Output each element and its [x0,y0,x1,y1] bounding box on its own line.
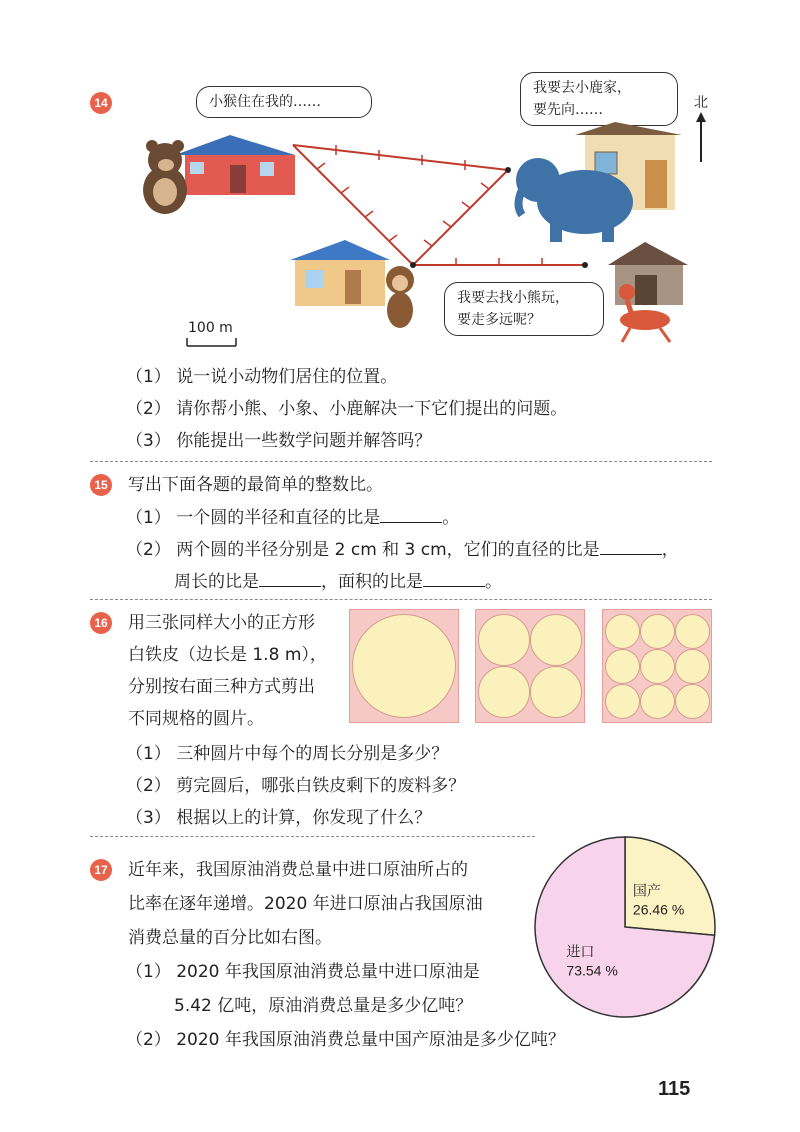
scale-bar-line [186,336,242,350]
question-number-15: 15 [90,474,112,496]
page-number: 115 [658,1078,691,1100]
answer-blank[interactable] [380,506,442,523]
divider [90,599,712,600]
bubble-line-1: 我要去找小熊玩， [457,290,569,306]
q16-item-2: （2） 剪完圆后，哪张白铁皮剩下的废料多？ [126,776,466,796]
scale-label: 100 m [188,320,233,336]
answer-blank[interactable] [423,570,485,587]
q15-item-2-end: ， [661,540,679,560]
q14-item-2: （2） 请你帮小熊、小象、小鹿解决一下它们提出的问题。 [126,399,568,419]
bubble-line-2: 要走多远呢？ [457,312,541,328]
question-number-14: 14 [90,92,112,114]
q15-item-2b-text: 周长的比是 [174,572,259,592]
q15-item-2 [126,538,679,561]
q15-item-1-end: 。 [442,508,460,528]
bubble-line-1: 我要去小鹿家， [533,80,631,96]
slice-label-import: 进口 [566,944,595,961]
q16-item-3: （3） 根据以上的计算，你发现了什么？ [126,808,432,828]
north-label: 北 [694,95,708,111]
q17-line-1: 近年来，我国原油消费总量中进口原油所占的 [128,860,468,880]
bubble-line-2: 要先向…… [533,102,603,118]
map-illustration [130,120,700,350]
q15-item-2b-mid: ，面积的比是 [321,572,423,592]
q16-line-3: 分别按右面三种方式剪出 [128,677,315,697]
circle-medium [530,614,582,666]
sheet-nine-circles [602,609,712,723]
circle-small [605,649,640,684]
monkey-illustration [386,266,414,328]
monkey-house [290,240,390,306]
question-number-16: 16 [90,612,112,634]
q14-item-1: （1） 说一说小动物们居住的位置。 [126,367,398,387]
q17-item-1a: （1） 2020 年我国原油消费总量中进口原油是 [126,962,480,982]
q15-item-2b-end: 。 [485,572,502,592]
question-number-17: 17 [90,859,112,881]
q15-item-1-text: （1） 一个圆的半径和直径的比是 [126,508,381,528]
circle-medium [530,666,582,718]
circle-small [640,649,675,684]
q16-line-4: 不同规格的圆片。 [128,709,264,729]
answer-blank[interactable] [600,538,662,555]
q14-item-3: （3） 你能提出一些数学问题并解答吗？ [126,431,432,451]
q15-title: 写出下面各题的最简单的整数比。 [128,475,383,495]
q15-item-1 [126,506,459,529]
q17-line-2: 比率在逐年递增。2020 年进口原油占我国原油 [128,894,483,914]
circle-small [675,614,710,649]
circle-small [640,614,675,649]
bubble-text: 小猴住在我的…… [209,94,321,110]
speech-bubble-bear [196,86,372,118]
circle-small [605,614,640,649]
pie-chart [530,832,720,1022]
q17-item-2: （2） 2020 年我国原油消费总量中国产原油是多少亿吨？ [126,1030,565,1050]
circle-medium [478,666,530,718]
q17-item-1b: 5.42 亿吨，原油消费总量是多少亿吨？ [174,996,473,1016]
circle-small [675,684,710,719]
q17-line-3: 消费总量的百分比如右图。 [128,928,332,948]
divider [90,836,535,837]
scale-bar [186,320,246,348]
q16-line-2: 白铁皮（边长是 1.8 m）， [128,645,327,665]
speech-bubble-elephant [520,72,678,126]
q16-line-1: 用三张同样大小的正方形 [128,613,315,633]
slice-value-import: 73.54 % [566,962,618,979]
circle-large [352,614,456,718]
q15-item-2-text: （2） 两个圆的半径分别是 2 cm 和 3 cm，它们的直径的比是 [126,540,600,560]
answer-blank[interactable] [259,570,321,587]
circle-medium [478,614,530,666]
circle-small [605,684,640,719]
slice-label-domestic: 国产 [632,883,661,900]
sheet-four-circles [475,609,585,723]
slice-value-domestic: 26.46 % [632,901,685,918]
divider [90,461,712,462]
q16-item-1: （1） 三种圆片中每个的周长分别是多少？ [126,744,449,764]
q15-item-2b [174,570,502,593]
circle-small [640,684,675,719]
circle-small [675,649,710,684]
bear-house [175,135,295,195]
bear-illustration [143,140,187,214]
sheet-one-circle [349,609,459,723]
